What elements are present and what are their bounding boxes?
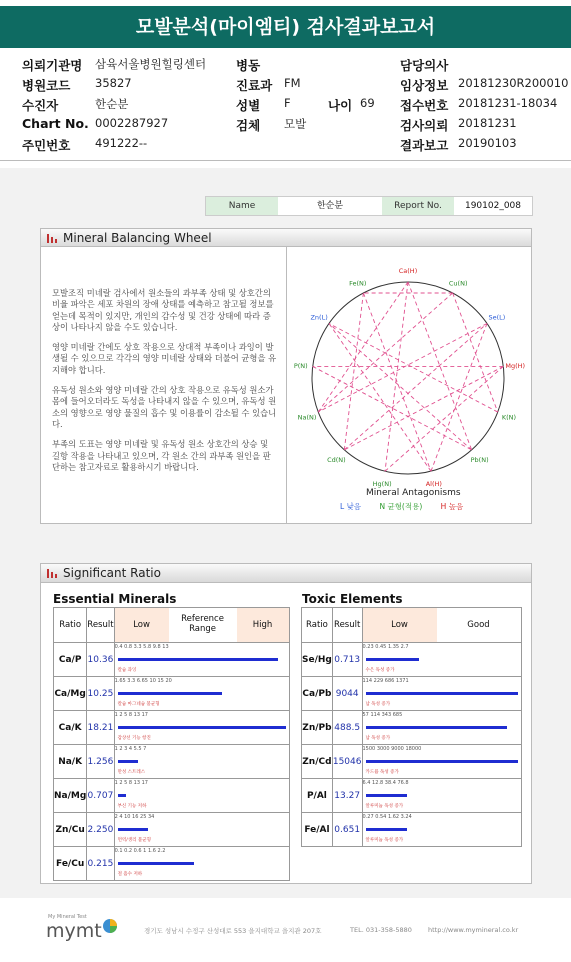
ratio-note: 면역/생리 불균형 — [117, 838, 151, 843]
info-label: 의뢰기관명 — [22, 58, 83, 73]
ratio-ticks: 1500 3000 9000 18000 — [362, 746, 422, 752]
ratio-bar — [366, 692, 518, 695]
col-result: Result — [332, 608, 362, 643]
wheel-node-label: Ca(H) — [398, 267, 418, 275]
info-label: Chart No. — [22, 116, 89, 131]
info-label: 임상정보 — [400, 78, 449, 93]
essential-table — [53, 607, 290, 881]
essential-row — [54, 847, 290, 881]
ratio-ticks: 1 2 3 4 5.5 7 — [114, 746, 147, 752]
antagonism-line — [431, 323, 487, 471]
ratio-bar-cell — [362, 779, 521, 813]
info-value: 35827 — [95, 76, 132, 90]
info-label: 접수번호 — [400, 98, 449, 113]
ratio-bar-cell — [362, 677, 521, 711]
essential-row — [54, 745, 290, 779]
wheel-paragraph: 모발조직 미네랄 검사에서 원소들의 과부족 상태 및 상호간의 비율 파악은 세포 차원의 장애 상태를 예측하고 참고될 정보를 얻는데 목적이 있지만, 개인의 감수성 및 건강 상태에 따라 증상이 나타나지 않을 수도 있습니다. — [52, 288, 274, 332]
ratio-bar — [366, 726, 507, 729]
antagonism-line — [408, 282, 472, 450]
ratio-result: 0.713 — [332, 643, 362, 677]
ratio-bar-cell — [362, 643, 521, 677]
wheel-description — [52, 288, 278, 482]
ratio-bar — [366, 794, 407, 797]
header-divider — [0, 160, 571, 161]
toxic-row — [302, 813, 522, 847]
ratio-ticks: 1 2 5 8 13 17 — [114, 712, 148, 718]
wheel-legend — [340, 501, 463, 512]
ratio-ticks: 0.23 0.45 1.35 2.7 — [362, 644, 409, 650]
ratio-ticks: 114 229 686 1371 — [362, 678, 409, 684]
info-value: 20190103 — [458, 136, 517, 150]
wheel-node-label: K(N) — [501, 413, 517, 422]
ratio-bar-cell — [114, 677, 289, 711]
ratio-ticks: 2 4 10 16 25 34 — [114, 814, 155, 820]
ratio-bar — [118, 692, 222, 695]
brand-small: My Mineral Test — [48, 914, 87, 920]
ratio-name: Ca/K — [54, 711, 87, 745]
ratio-bar — [366, 658, 419, 661]
name-label: Name — [206, 197, 278, 215]
footer-tel: TEL. 031-358-5880 — [350, 926, 412, 934]
ratio-bar — [118, 726, 286, 729]
col-good: Good — [467, 620, 490, 630]
toxic-table — [301, 607, 522, 847]
ratio-ticks: 0.27 0.54 1.62 3.24 — [362, 814, 412, 820]
ratio-result: 1.256 — [87, 745, 114, 779]
info-value: 20181231 — [458, 116, 517, 130]
footer-url: http://www.mymineral.co.kr — [428, 926, 519, 934]
wheel-node-label: Hg(N) — [372, 479, 392, 488]
ratio-note: 수은 독성 증가 — [365, 668, 395, 673]
ratio-result: 10.25 — [87, 677, 114, 711]
name-value: 한순분 — [316, 201, 344, 211]
wheel-node-label: Se(L) — [488, 313, 506, 322]
ratio-name: Fe/Al — [302, 813, 333, 847]
info-value: FM — [284, 76, 301, 90]
col-ratio: Ratio — [54, 608, 87, 643]
ratio-result: 13.27 — [332, 779, 362, 813]
ratio-note: 갑상선 기능 항진 — [117, 736, 151, 741]
info-label: 나이 — [328, 98, 353, 113]
ratio-name: Ca/Mg — [54, 677, 87, 711]
ratio-name: Zn/Pb — [302, 711, 333, 745]
ratio-bar-cell — [362, 745, 521, 779]
footer-address: 경기도 성남시 수정구 산성대로 553 을지대학교 을지관 207호 — [144, 927, 322, 935]
ratio-note: 알루미늄 독성 증가 — [365, 804, 404, 809]
info-value: 삼육서울병원힐링센터 — [95, 57, 207, 71]
info-label: 결과보고 — [400, 138, 449, 153]
col-high: High — [252, 620, 273, 630]
antagonism-line — [453, 293, 498, 412]
col-ranges — [114, 608, 289, 643]
info-value: F — [284, 96, 291, 110]
ratio-result: 0.215 — [87, 847, 114, 881]
ratio-note: 납 독성 증가 — [365, 736, 391, 741]
wheel-node-label: Pb(N) — [470, 455, 489, 464]
toxic-title: Toxic Elements — [302, 592, 403, 606]
ratio-ticks: 1.65 3.3 6.65 10 15 20 — [114, 678, 172, 684]
ratio-note: 알루미늄 독성 증가 — [365, 838, 404, 843]
info-label: 수진자 — [22, 98, 59, 113]
essential-row — [54, 711, 290, 745]
wheel-paragraph: 부족의 도표는 영양 미네랄 및 유독성 원소 상호간의 상승 및 길항 작용을 나타내고 있으며, 각 원소 간의 과부족 원인을 판단하는 참고자료로 활용하시기 바랍니다. — [52, 439, 271, 472]
ratio-bar — [118, 862, 194, 865]
wheel-node-label: Fe(N) — [349, 279, 367, 288]
info-value: 20181230R200010 — [458, 76, 569, 90]
ratio-name: Ca/Pb — [302, 677, 333, 711]
ratio-bar — [118, 828, 148, 831]
ratio-result: 15046 — [332, 745, 362, 779]
ratio-note: 만성 스트레스 — [117, 770, 146, 775]
report-no-value: 190102_008 — [464, 201, 522, 211]
info-label: 담당의사 — [400, 58, 449, 73]
legend-high: H 높음 — [440, 502, 464, 511]
info-value: 한순분 — [95, 97, 129, 111]
ratio-result: 18.21 — [87, 711, 114, 745]
ratio-ticks: 57 114 343 685 — [362, 712, 403, 718]
info-value: 20181231-18034 — [458, 96, 558, 110]
info-label: 진료과 — [236, 78, 273, 93]
ratio-name: Fe/Cu — [54, 847, 87, 881]
ratio-result: 10.36 — [87, 643, 114, 677]
ratio-note: 칼슘 과잉 — [117, 668, 137, 673]
toxic-row — [302, 745, 522, 779]
col-ranges — [362, 608, 521, 643]
wheel-node-label: Cd(N) — [327, 455, 346, 464]
ratio-result: 0.707 — [87, 779, 114, 813]
ratio-result: 0.651 — [332, 813, 362, 847]
wheel-node-label: Mg(H) — [505, 361, 526, 370]
ratio-note: 칼슘 마그네슘 불균형 — [117, 702, 160, 707]
ratio-bar-cell — [114, 847, 289, 881]
info-label: 병원코드 — [22, 78, 71, 93]
ratio-bar-cell — [114, 813, 289, 847]
ratio-note: 카드뮴 독성 증가 — [365, 770, 399, 775]
patient-info — [22, 56, 569, 156]
ratio-bar — [366, 760, 518, 763]
wheel-node-label: Zn(L) — [310, 313, 328, 322]
antagonism-line — [344, 293, 363, 450]
essential-row — [54, 677, 290, 711]
ratio-heading-text: Significant Ratio — [63, 566, 161, 580]
info-label: 검체 — [236, 118, 261, 133]
toxic-row — [302, 677, 522, 711]
wheel-node-label: P(N) — [293, 361, 308, 370]
ratio-result: 2.250 — [87, 813, 114, 847]
wheel-node-label: Na(N) — [297, 413, 317, 422]
ratio-bar — [118, 794, 126, 797]
mineral-wheel — [288, 248, 530, 522]
name-bar — [205, 196, 533, 216]
ratio-result: 9044 — [332, 677, 362, 711]
ratio-note: 철 흡수 저하 — [117, 872, 143, 877]
ratio-bar-cell — [114, 745, 289, 779]
ratio-note: 부신 기능 저하 — [117, 804, 147, 809]
essential-row — [54, 813, 290, 847]
ratio-bar — [366, 828, 407, 831]
logo-icon — [102, 918, 118, 934]
col-result: Result — [87, 608, 114, 643]
report-no-label: Report No. — [382, 197, 454, 215]
ratio-ticks: 0.4 0.8 3.3 5.8 9.8 13 — [114, 644, 169, 650]
chart-icon — [47, 234, 58, 243]
toxic-row — [302, 779, 522, 813]
report-title: 모발분석(마이엠티) 검사결과보고서 — [0, 6, 571, 48]
chart-icon — [47, 569, 58, 578]
info-value: 69 — [360, 96, 375, 110]
antagonism-line — [318, 293, 452, 412]
toxic-row — [302, 643, 522, 677]
info-value: 491222-- — [95, 136, 148, 150]
legend-normal: N 균형(적용) — [379, 502, 423, 511]
ratio-ticks: 0.1 0.2 0.6 1 1.6 2.2 — [114, 848, 166, 854]
essential-title: Essential Minerals — [53, 592, 177, 606]
wheel-paragraph: 유독성 원소와 영양 미네랄 간의 상호 작용으로 유독성 원소가 몸에 들어오더라도 독성을 나타내지 않을 수 있으며, 유독성 원소의 영향으로 영양 물질의 흡수 및 이용률이 감소될 수 있습니다. — [52, 385, 277, 429]
ratio-bar-cell — [114, 643, 289, 677]
col-low: Low — [133, 620, 150, 630]
essential-row — [54, 779, 290, 813]
essential-row — [54, 643, 290, 677]
brand-logo: mymt — [46, 920, 102, 942]
wheel-caption: Mineral Antagonisms — [366, 488, 461, 498]
antagonism-line — [363, 293, 431, 471]
ratio-note: 납 독성 증가 — [365, 702, 391, 707]
ratio-bar-cell — [114, 711, 289, 745]
info-value: 0002287927 — [95, 116, 169, 130]
toxic-row — [302, 711, 522, 745]
ratio-name: Ca/P — [54, 643, 87, 677]
legend-low: L 낮음 — [340, 502, 362, 511]
antagonism-line — [385, 282, 408, 471]
wheel-paragraph: 영양 미네랄 간에도 상호 작용으로 상대적 부족이나 과잉이 발생될 수 있으므로 각각의 영양 미네랄 상태와 더불어 균형을 유지해야 합니다. — [52, 342, 277, 375]
info-label: 검사의뢰 — [400, 118, 449, 133]
ratio-name: Zn/Cd — [302, 745, 333, 779]
ratio-heading — [40, 563, 532, 583]
ratio-bar — [118, 760, 138, 763]
wheel-heading-text: Mineral Balancing Wheel — [63, 231, 212, 245]
ratio-bar-cell — [114, 779, 289, 813]
ratio-ticks: 6.4 12.8 38.4 76.8 — [362, 780, 409, 786]
ratio-name: Na/K — [54, 745, 87, 779]
ratio-bar — [118, 658, 278, 661]
info-value: 모발 — [284, 117, 307, 131]
wheel-circle — [312, 282, 504, 474]
col-ref: Reference Range — [181, 614, 224, 634]
ratio-ticks: 1 2 5 8 13 17 — [114, 780, 148, 786]
ratio-result: 488.5 — [332, 711, 362, 745]
ratio-name: Na/Mg — [54, 779, 87, 813]
ratio-bar-cell — [362, 813, 521, 847]
info-label: 병동 — [236, 58, 261, 73]
wheel-node-label: Al(H) — [425, 479, 442, 488]
ratio-bar-cell — [362, 711, 521, 745]
wheel-heading — [40, 228, 532, 248]
col-low: Low — [391, 620, 408, 630]
wheel-node-label: Cu(N) — [448, 279, 468, 288]
info-label: 성별 — [236, 98, 261, 113]
col-ratio: Ratio — [302, 608, 333, 643]
info-label: 주민번호 — [22, 138, 71, 153]
ratio-name: Zn/Cu — [54, 813, 87, 847]
ratio-name: P/Al — [302, 779, 333, 813]
wheel-divider — [286, 246, 287, 524]
footer — [0, 912, 571, 952]
ratio-name: Se/Hg — [302, 643, 333, 677]
